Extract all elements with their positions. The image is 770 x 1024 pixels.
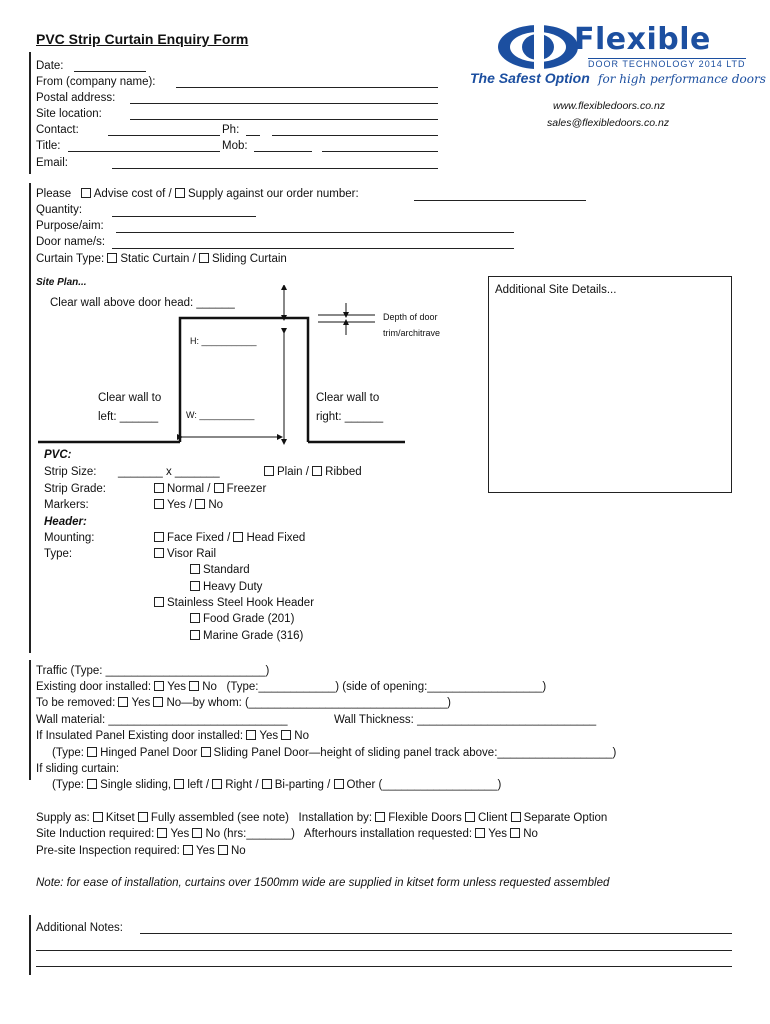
existing-no-checkbox[interactable] <box>189 681 199 691</box>
panel-type-label: (Type: <box>52 747 84 759</box>
food-grade-checkbox[interactable] <box>190 613 200 623</box>
please-line <box>36 188 359 200</box>
brand-tagline: for high performance doors <box>598 72 766 86</box>
supply-line <box>36 812 607 824</box>
other-field[interactable]: Other (__________________) <box>346 779 502 791</box>
section-bar <box>29 52 31 174</box>
presite-line <box>36 845 246 857</box>
fully-assembled-checkbox[interactable] <box>138 812 148 822</box>
advise-label: Advise cost of / <box>93 188 172 200</box>
presite-yes-checkbox[interactable] <box>183 845 193 855</box>
clear-left-label-2: left: ______ <box>98 411 159 423</box>
notes-line-1[interactable] <box>140 933 732 934</box>
email-field[interactable] <box>112 168 438 169</box>
if-sliding-label: If sliding curtain: <box>36 763 120 775</box>
additional-site-details-box[interactable] <box>488 276 732 493</box>
induction-yes-checkbox[interactable] <box>157 828 167 838</box>
ribbed-label: Ribbed <box>325 466 362 478</box>
wall-material-field[interactable]: Wall material: ____________________________ <box>36 714 288 726</box>
static-label: Static Curtain / <box>120 253 196 265</box>
removed-yes-label: Yes <box>131 697 151 709</box>
sliding-type-label: (Type: <box>52 779 84 791</box>
kitset-checkbox[interactable] <box>93 812 103 822</box>
mounting-group <box>154 532 305 544</box>
curtain-type-line <box>36 253 287 265</box>
markers-yes-checkbox[interactable] <box>154 499 164 509</box>
quantity-field[interactable] <box>112 216 256 217</box>
logo-swirl-icon <box>494 22 584 72</box>
separate-label: Separate Option <box>523 812 608 824</box>
freezer-label: Freezer <box>226 483 267 495</box>
installation-by-label: Installation by: <box>298 812 373 824</box>
brand-email[interactable]: sales@flexibledoors.co.nz <box>547 117 670 129</box>
removed-by-field[interactable]: No—by whom: (_______________________________) <box>166 697 451 709</box>
fully-assembled-label: Fully assembled (see note) <box>150 812 289 824</box>
static-checkbox[interactable] <box>107 253 117 263</box>
order-number-field[interactable] <box>414 200 586 201</box>
plain-checkbox[interactable] <box>264 466 274 476</box>
header-heading: Header: <box>44 516 87 528</box>
mob-label: Mob: <box>222 140 248 152</box>
insulated-no-label: No <box>294 730 309 742</box>
stainless-checkbox[interactable] <box>154 597 164 607</box>
site-field[interactable] <box>130 119 438 120</box>
insulated-line <box>36 730 309 742</box>
site-label: Site location: <box>36 108 102 120</box>
normal-label: Normal / <box>167 483 211 495</box>
depth-label-2: trim/architrave <box>383 328 441 338</box>
flexible-doors-checkbox[interactable] <box>375 812 385 822</box>
existing-type-field[interactable]: (Type:____________) (side of opening:__________________) <box>226 681 547 693</box>
sliding-label: Sliding Curtain <box>212 253 287 265</box>
marine-grade-checkbox[interactable] <box>190 630 200 640</box>
face-fixed-label: Face Fixed / <box>167 532 231 544</box>
purpose-field[interactable] <box>116 232 514 233</box>
door-names-field[interactable] <box>112 248 514 249</box>
date-field[interactable] <box>74 71 146 72</box>
postal-label: Postal address: <box>36 92 116 104</box>
additional-site-details-label: Additional Site Details... <box>495 284 617 296</box>
from-label: From (company name): <box>36 76 156 88</box>
company-field[interactable] <box>176 87 438 88</box>
left-label: left / <box>187 779 210 791</box>
door-names-label: Door name/s: <box>36 236 106 248</box>
depth-label-1: Depth of door <box>383 312 438 322</box>
ph-prefix-field[interactable] <box>246 135 260 136</box>
afterhours-no-checkbox[interactable] <box>510 828 520 838</box>
insulated-no-checkbox[interactable] <box>281 730 291 740</box>
heavy-duty-label: Heavy Duty <box>203 581 263 593</box>
right-label: Right / <box>225 779 259 791</box>
single-sliding-label: Single sliding, <box>100 779 172 791</box>
clear-above-label: Clear wall above door head: ______ <box>50 297 235 309</box>
width-label: W: ___________ <box>186 410 255 420</box>
strip-size-field[interactable]: _______ x _______ <box>118 466 220 478</box>
insulated-yes-label: Yes <box>259 730 279 742</box>
left-checkbox[interactable] <box>174 779 184 789</box>
kitset-label: Kitset <box>105 812 135 824</box>
flexible-doors-label: Flexible Doors <box>388 812 462 824</box>
pvc-heading: PVC: <box>44 449 72 461</box>
face-fixed-checkbox[interactable] <box>154 532 164 542</box>
brand-website[interactable]: www.flexibledoors.co.nz <box>553 100 666 112</box>
normal-checkbox[interactable] <box>154 483 164 493</box>
mob-field[interactable] <box>322 151 438 152</box>
sliding-panel-checkbox[interactable] <box>201 747 211 757</box>
presite-no-checkbox[interactable] <box>218 845 228 855</box>
advise-checkbox[interactable] <box>81 188 91 198</box>
markers-no-label: No <box>208 499 224 511</box>
right-checkbox[interactable] <box>212 779 222 789</box>
afterhours-yes-checkbox[interactable] <box>475 828 485 838</box>
supply-label: Supply against our order number: <box>187 188 359 200</box>
brand-logo <box>470 22 766 92</box>
other-checkbox[interactable] <box>334 779 344 789</box>
please-label: Please <box>36 188 72 200</box>
ph-label: Ph: <box>222 124 240 136</box>
notes-line-2[interactable] <box>36 950 732 951</box>
mob-prefix-field[interactable] <box>254 151 312 152</box>
sliding-type-line <box>52 779 501 791</box>
removed-line <box>36 697 451 709</box>
client-checkbox[interactable] <box>465 812 475 822</box>
removed-no-checkbox[interactable] <box>153 697 163 707</box>
biparting-checkbox[interactable] <box>262 779 272 789</box>
date-label: Date: <box>36 60 64 72</box>
kitset-note: Note: for ease of installation, curtains over 1500mm wide are supplied in kitset form unless requested assembled <box>36 877 610 889</box>
visor-rail-label: Visor Rail <box>167 548 216 560</box>
freezer-checkbox[interactable] <box>214 483 224 493</box>
panel-type-line <box>52 747 616 759</box>
separate-checkbox[interactable] <box>511 812 521 822</box>
standard-label: Standard <box>203 564 250 576</box>
contact-label: Contact: <box>36 124 79 136</box>
insulated-label: If Insulated Panel Existing door installed: <box>36 730 244 742</box>
existing-no-label: No <box>202 681 217 693</box>
induction-hrs-field[interactable]: No (hrs:_______) <box>205 828 295 840</box>
supply-checkbox[interactable] <box>175 188 185 198</box>
site-plan-heading: Site Plan... <box>36 277 87 288</box>
markers-yes-label: Yes / <box>167 499 193 511</box>
traffic-field[interactable]: Traffic (Type: _________________________) <box>36 665 270 677</box>
quantity-label: Quantity: <box>36 204 83 216</box>
postal-field[interactable] <box>130 103 438 104</box>
standard-checkbox[interactable] <box>190 564 200 574</box>
height-label: H: ___________ <box>190 336 257 346</box>
head-fixed-checkbox[interactable] <box>233 532 243 542</box>
section-bar <box>29 660 31 780</box>
title-field[interactable] <box>68 151 220 152</box>
single-sliding-checkbox[interactable] <box>87 779 97 789</box>
wall-thickness-field[interactable]: Wall Thickness: ____________________________ <box>334 714 597 726</box>
email-label: Email: <box>36 157 68 169</box>
head-fixed-label: Head Fixed <box>246 532 306 544</box>
client-label: Client <box>477 812 508 824</box>
supply-as-label: Supply as: <box>36 812 90 824</box>
markers-group <box>154 499 223 511</box>
afterhours-yes-label: Yes <box>488 828 508 840</box>
grade-group <box>154 483 266 495</box>
existing-yes-label: Yes <box>167 681 187 693</box>
induction-line <box>36 828 538 840</box>
clear-right-label-1: Clear wall to <box>316 392 380 404</box>
induction-no-checkbox[interactable] <box>192 828 202 838</box>
sliding-panel-field[interactable]: Sliding Panel Door—height of sliding panel track above:__________________) <box>213 747 617 759</box>
presite-label: Pre-site Inspection required: <box>36 845 180 857</box>
strip-grade-label: Strip Grade: <box>44 483 106 495</box>
afterhours-label: Afterhours installation requested: <box>303 828 473 840</box>
plain-ribbed-group <box>264 466 362 478</box>
title-label: Title: <box>36 140 61 152</box>
induction-label: Site Induction required: <box>36 828 155 840</box>
sliding-checkbox[interactable] <box>199 253 209 263</box>
ribbed-checkbox[interactable] <box>312 466 322 476</box>
contact-field[interactable] <box>108 135 220 136</box>
afterhours-no-label: No <box>523 828 538 840</box>
removed-label: To be removed: <box>36 697 116 709</box>
additional-notes-label: Additional Notes: <box>36 922 123 934</box>
purpose-label: Purpose/aim: <box>36 220 104 232</box>
heavy-duty-checkbox[interactable] <box>190 581 200 591</box>
existing-door-line <box>36 681 546 693</box>
marine-grade-label: Marine Grade (316) <box>203 630 304 642</box>
markers-no-checkbox[interactable] <box>195 499 205 509</box>
ph-field[interactable] <box>272 135 438 136</box>
visor-rail-checkbox[interactable] <box>154 548 164 558</box>
existing-door-label: Existing door installed: <box>36 681 152 693</box>
notes-line-3[interactable] <box>36 966 732 967</box>
section-bar <box>29 915 31 975</box>
hinged-label: Hinged Panel Door <box>100 747 198 759</box>
clear-left-label-1: Clear wall to <box>98 392 162 404</box>
food-grade-label: Food Grade (201) <box>203 613 295 625</box>
markers-label: Markers: <box>44 499 89 511</box>
presite-no-label: No <box>231 845 246 857</box>
plain-label: Plain / <box>277 466 309 478</box>
curtain-type-label: Curtain Type: <box>36 253 105 265</box>
hinged-checkbox[interactable] <box>87 747 97 757</box>
mounting-label: Mounting: <box>44 532 95 544</box>
presite-yes-label: Yes <box>196 845 215 857</box>
clear-right-label-2: right: ______ <box>316 411 384 423</box>
page-title: PVC Strip Curtain Enquiry Form <box>36 31 249 47</box>
insulated-yes-checkbox[interactable] <box>246 730 256 740</box>
brand-tagline-bold: The Safest Option <box>470 70 590 86</box>
strip-size-label: Strip Size: <box>44 466 97 478</box>
removed-yes-checkbox[interactable] <box>118 697 128 707</box>
induction-yes-label: Yes <box>170 828 190 840</box>
existing-yes-checkbox[interactable] <box>154 681 164 691</box>
biparting-label: Bi-parting / <box>274 779 331 791</box>
type-label: Type: <box>44 548 73 560</box>
brand-sub: DOOR TECHNOLOGY 2014 LTD <box>588 59 746 69</box>
brand-name: Flexible <box>574 22 711 57</box>
stainless-label: Stainless Steel Hook Header <box>167 597 315 609</box>
